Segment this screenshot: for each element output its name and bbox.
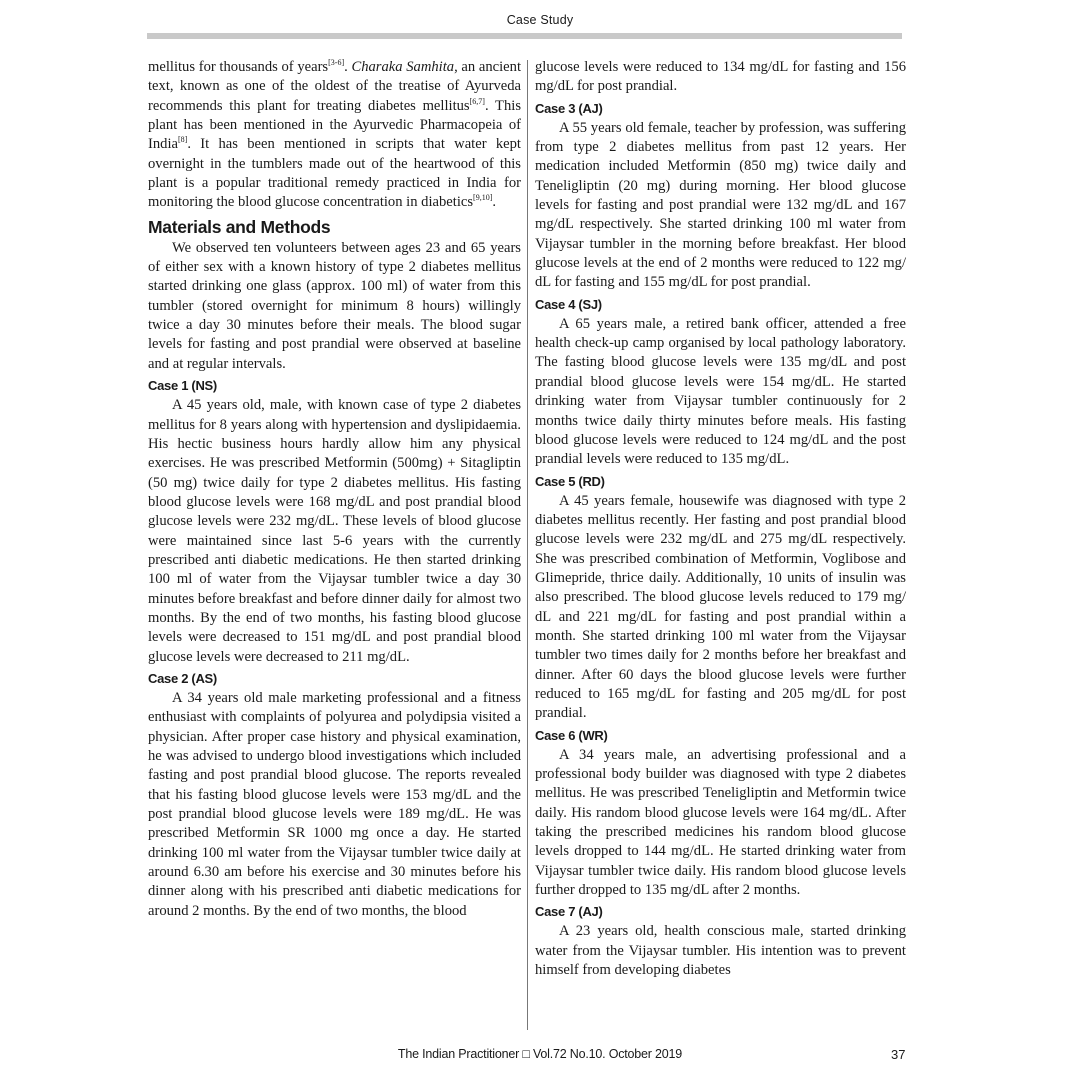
intro-text: mellitus for thousands of years: [148, 59, 329, 75]
section-heading-methods: Materials and Methods: [148, 216, 331, 237]
intro-text: .: [344, 59, 352, 75]
case-paragraph: A 45 years old, male, with known case of type 2 diabetes mellitus for 8 years along with hypertension and dyslipidaemia. His hectic business hours hardly allow him any physical exercises. He was prescribed Metformin (500mg) + Sitagliptin (50 mg) twice daily for type 2 diabetes mellitus. His fasting blood glucose levels were 168 mg/dL and post prandial blood glucose levels were 232 mg/dL. These levels of blood glucose were maintained since last 5-6 years with the currently prescribed anti diabetic medications. He then started drinking 100 ml of water from the Vijaysar tumbler twice a day 30 minutes before breakfast and before dinner daily for almost two months. By the end of two months, his fasting blood glucose levels were decreased to 151 mg/dL and post prandial blood glucose levels were decreased to 211 mg/dL.: [148, 397, 521, 665]
case-paragraph: A 45 years female, housewife was diagnosed with type 2 diabetes mellitus recently. Her fasting and post prandial blood glucose levels were 232 mg/dL and 275 mg/dL respectively. She was prescribed combination of Metformin, Voglibose and Glimepride, thrice daily. Additionally, 10 units of insulin was also prescribed. The blood glucose levels reduced to 179 mg/​dL and 221 mg/dL for fasting and post prandial within a month. She started drinking 100 ml water from the Vijaysar tumbler two times daily for 2 months before her breakfast and dinner. After 60 days the blood glucose levels were further reduced to 165 mg/dL for fasting and 205 mg/dL for post prandial.: [535, 492, 906, 722]
case-paragraph: A 34 years old male marketing professional and a fitness enthusiast with complaints of polyurea and polydipsia visited a physician. After proper case history and physical examination, he was advised to undergo blood investigations which included fasting and post prandial blood glucose. The reports revealed that his fasting blood glucose levels were 153 mg/dL and the post prandial blood glucose levels were 189 mg/dL. He was prescribed Metformin SR 1000 mg once a day. He started drinking 100 ml water from the Vijaysar tumbler twice daily at around 6.30 am before his exercise and 30 minutes before his dinner along with his prescribed anti diabetic medications for around 2 months. By the end of two months, the blood: [148, 689, 521, 919]
case-heading: Case 3 (AJ): [535, 100, 603, 116]
italic-title: Charaka Samhita: [351, 59, 455, 75]
page-number: 37: [891, 1047, 906, 1062]
intro-paragraph: [148, 58, 521, 213]
methods-paragraph: We observed ten volunteers between ages 23 and 65 years of either sex with a known history of type 2 diabetes mellitus started drinking one glass (approx. 100 ml) of water from this tumbler (stored overnight for minimum 8 hours) willingly twice a day 30 minutes before their meals. The blood sugar levels for fasting and post prandial were observed at baseline and at regular intervals.: [148, 239, 521, 372]
case-heading: Case 6 (WR): [535, 727, 608, 743]
case-paragraph-continued: glucose levels were reduced to 134 mg/dL for fasting and 156 mg/dL for post prandial.: [535, 59, 906, 95]
case-heading: Case 4 (SJ): [535, 296, 602, 312]
reference-citation: [6,7]: [469, 96, 485, 106]
intro-text: .: [492, 194, 497, 211]
reference-citation: [3-6]: [328, 58, 345, 68]
case-heading: Case 5 (RD): [535, 473, 605, 489]
case-heading: Case 1 (NS): [148, 378, 217, 394]
footer-journal-info: The Indian Practitioner □ Vol.72 No.10. October 2019: [397, 1047, 683, 1061]
reference-citation: [8]: [178, 135, 188, 145]
intro-text: . This plant has been mentioned in the Ayurvedic Pharmacopeia of India: [148, 97, 521, 153]
case-heading: Case 7 (AJ): [535, 904, 603, 920]
case-paragraph: A 23 years old, health conscious male, started drinking water from the Vijaysar tumbler. His intention was to prevent himself from developing diabetes: [535, 923, 906, 979]
header-rule: [147, 33, 902, 39]
reference-citation: [9,10]: [473, 193, 493, 203]
intro-text: . It has been mentioned in scripts that water kept overnight in the tumblers made out of the heartwood of this plant is a popular traditional remedy practiced in India for monitoring the blood glucose concentration in diabetics: [148, 136, 521, 211]
intro-text: , an ancient text, known as one of the oldest of the treatise of Ayurveda recommends this plant for treating diabetes mellitus: [148, 59, 522, 114]
right-column: [535, 58, 906, 980]
running-header: Case Study: [506, 13, 574, 27]
case-heading: Case 2 (AS): [148, 670, 217, 686]
case-paragraph: A 34 years male, an advertising professional and a professional body builder was diagnosed with type 2 diabetes mellitus. He was prescribed Teneligliptin and Metformin twice daily. His random blood glucose levels were 164 mg/dL. After taking the prescribed medicines his random blood glucose levels dropped to 144 mg/dL. He started drinking water from Vijaysar tumbler twice daily. His random blood glucose levels further dropped to 135 mg/dL after 2 months.: [535, 746, 906, 899]
case-paragraph: A 55 years old female, teacher by profession, was suffering from type 2 diabetes mellitus from past 12 years. Her medication included Metformin (850 mg) twice daily and Teneligliptin (20 mg) during morning. Her blood glucose levels for fasting and post prandial were 132 mg/dL and 167 mg/dL respectively. She started drinking 100 ml water from Vijaysar tumbler in the morning before breakfast. Her blood glucose levels at the end of 2 months were reduced to 122 mg/​dL for fasting and 155 mg/dL for post prandial.: [535, 119, 906, 291]
case-paragraph: A 65 years male, a retired bank officer, attended a free health check-up camp organised by local pathology laboratory. The fasting blood glucose levels were 135 mg/dL and post prandial blood glucose levels were 154 mg/dL. He started drinking water from Vijaysar tumbler continuously for 2 months twice daily thirty minutes before meals. His fasting blood glucose levels were reduced to 124 mg/dL and the post prandial levels were reduced to 135 mg/dL.: [535, 315, 906, 468]
left-column: [148, 58, 521, 921]
column-divider: [527, 60, 528, 1030]
